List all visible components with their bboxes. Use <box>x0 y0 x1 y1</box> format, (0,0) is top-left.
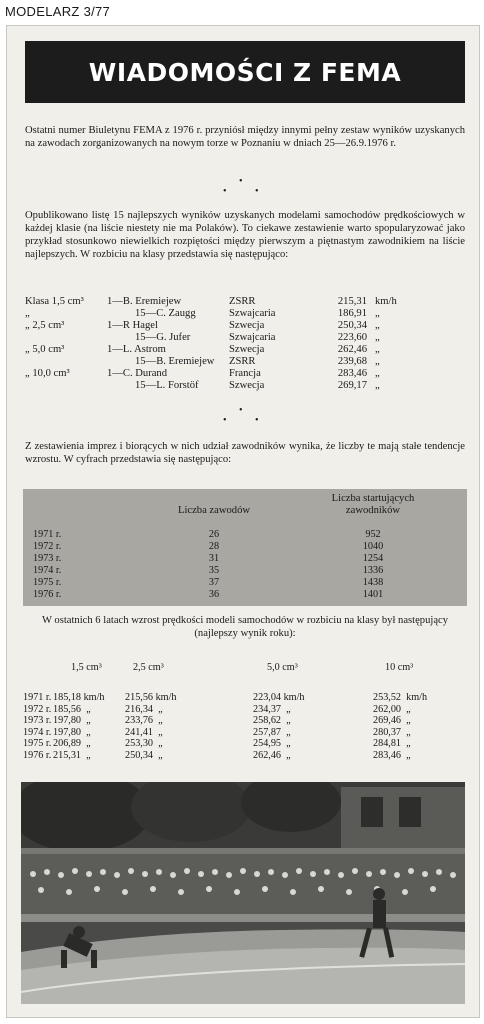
list-paragraph: Opublikowano listę 15 najlepszych wyników uzyskanych modelami samochodów prędkościowych w każdej klasie (na liście niestety nie ma Polaków). To ciekawe zestawienie warto spopularyzować jako przykład stosunkowo niewielkich rozpiętości między pierwszym a piętnastym zawodnikiem na liście najlepszych. W rozbiciu na klasy przedstawia się następująco: <box>25 210 465 260</box>
class-result-row <box>25 380 407 392</box>
speed-unit: „ <box>375 320 380 331</box>
speed-unit: km/h <box>375 296 397 307</box>
speed-header-10: 10 cm³ <box>385 662 414 673</box>
separator-stars-1: • • • <box>223 176 259 197</box>
intro-paragraph: Ostatni numer Biuletynu FEMA z 1976 r. przyniósł między innymi pełny zestaw wyników uzyskanych na zawodach zorganizowanych na nowym torze w Poznaniu w dniach 25—26.9.1976 r. <box>25 125 465 149</box>
speed-cell-c25: 233,76 „ <box>125 715 163 727</box>
page-header <box>5 4 110 19</box>
speed-table <box>23 662 459 762</box>
speed-row <box>23 704 459 716</box>
starters-column-header-line2: zawodników <box>345 505 401 516</box>
events-cell-events: 35 <box>208 565 220 576</box>
article-title: WIADOMOŚCI Z FEMA <box>25 41 465 103</box>
events-cell-events: 26 <box>208 529 220 540</box>
speed-unit: „ <box>375 368 380 379</box>
class-results-table <box>25 296 407 392</box>
speed-cell-c25: 215,56 km/h <box>125 692 177 703</box>
country: Francja <box>229 368 261 379</box>
class-result-row <box>25 320 407 332</box>
class-label: „ 5,0 cm³ <box>25 344 65 355</box>
speed-cell-c10: 262,00 „ <box>373 703 411 715</box>
place-entry: 15—B. Eremiejew <box>135 356 215 367</box>
speed-row <box>23 727 459 739</box>
country: ZSRR <box>229 296 256 307</box>
speed-cell-c50: 254,95 „ <box>253 738 291 750</box>
events-cell-events: 37 <box>208 577 220 588</box>
events-cell-events: 28 <box>208 541 220 552</box>
events-cell-starters: 1040 <box>362 541 384 552</box>
speed-cell-c25: 250,34 „ <box>125 749 163 761</box>
speed-value: 223,60 <box>337 332 367 343</box>
events-cell-events: 36 <box>208 589 220 600</box>
speed-value: 269,17 <box>337 380 367 391</box>
speed-cell-c10: 269,46 „ <box>373 715 411 727</box>
events-cell-events: 31 <box>208 553 220 564</box>
speed-cell-c50: 258,62 „ <box>253 715 291 727</box>
speed-cell-c10: 253,52 km/h <box>373 692 428 703</box>
separator-stars-2: • • • <box>223 405 259 426</box>
class-label <box>25 332 107 344</box>
speed-value: 250,34 <box>337 320 367 331</box>
race-track-photo <box>21 782 465 1004</box>
events-cell-starters: 1336 <box>362 565 384 576</box>
speed-row <box>23 692 459 704</box>
speed-cell-c10: 280,37 „ <box>373 726 411 738</box>
events-cell-starters: 1401 <box>362 589 384 600</box>
class-result-row <box>25 308 407 320</box>
events-cell-year: 1971 r. <box>33 529 62 540</box>
speed-row <box>23 715 459 727</box>
class-label <box>25 380 107 392</box>
speed-row <box>23 750 459 762</box>
speed-cell-c10: 284,81 „ <box>373 738 411 750</box>
speed-cell-c50: 262,46 „ <box>253 749 291 761</box>
place-entry: 1—B. Eremiejew <box>107 296 182 307</box>
speed-value: 262,46 <box>337 344 367 355</box>
speed-cell-year: 1973 r. <box>23 715 52 727</box>
events-cell-year: 1975 r. <box>33 577 62 588</box>
speed-header-5-0: 5,0 cm³ <box>267 662 298 673</box>
speed-header-2-5: 2,5 cm³ <box>133 662 164 673</box>
speed-cell-c50: 223,04 km/h <box>253 692 305 703</box>
article-page <box>6 25 480 1018</box>
speed-paragraph: W ostatnich 6 latach wzrost prędkości modeli samochodów w rozbiciu na klasy był następujący (najlepszy wynik roku): <box>41 615 449 639</box>
events-cell-year: 1973 r. <box>33 553 62 564</box>
speed-cell-c15: 197,80 „ <box>53 715 91 727</box>
events-table <box>33 493 463 601</box>
speed-cell-c50: 234,37 „ <box>253 703 291 715</box>
speed-unit: „ <box>375 380 380 391</box>
speed-cell-year: 1972 r. <box>23 703 52 715</box>
class-label <box>25 356 107 368</box>
events-row <box>33 589 463 601</box>
speed-cell-c25: 216,34 „ <box>125 703 163 715</box>
speed-cell-c10: 283,46 „ <box>373 749 411 761</box>
speed-value: 215,31 <box>337 296 367 307</box>
speed-cell-c15: 206,89 „ <box>53 738 91 750</box>
speed-cell-c25: 241,41 „ <box>125 726 163 738</box>
events-cell-starters: 1254 <box>362 553 384 564</box>
country: ZSRR <box>229 356 256 367</box>
magazine-name: MODELARZ <box>5 4 80 19</box>
speed-value: 283,46 <box>337 368 367 379</box>
place-entry: 1—R Hagel <box>107 320 158 331</box>
issue-number: 3/77 <box>83 4 111 19</box>
place-entry: 1—L. Astrom <box>107 344 166 355</box>
events-row <box>33 529 463 541</box>
photo-image <box>21 782 465 1004</box>
class-result-row <box>25 332 407 344</box>
place-entry: 15—G. Jufer <box>135 332 191 343</box>
speed-cell-c25: 253,30 „ <box>125 738 163 750</box>
class-result-row <box>25 356 407 368</box>
country: Szwajcaria <box>229 332 276 343</box>
speed-cell-c50: 257,87 „ <box>253 726 291 738</box>
speed-row <box>23 738 459 750</box>
place-entry: 15—C. Zaugg <box>135 308 196 319</box>
speed-cell-year: 1976 r. <box>23 749 52 761</box>
class-result-row <box>25 368 407 380</box>
speed-cell-c15: 185,18 km/h <box>53 692 105 703</box>
speed-value: 239,68 <box>337 356 367 367</box>
class-label: „ 10,0 cm³ <box>25 368 70 379</box>
events-row <box>33 541 463 553</box>
starters-column-header-line1: Liczba startujących <box>331 493 415 504</box>
events-cell-year: 1976 r. <box>33 589 62 600</box>
speed-value: 186,91 <box>337 308 367 319</box>
events-row <box>33 577 463 589</box>
speed-unit: „ <box>375 308 380 319</box>
events-row <box>33 553 463 565</box>
speed-cell-c15: 197,80 „ <box>53 726 91 738</box>
speed-cell-c15: 215,31 „ <box>53 749 91 761</box>
events-cell-year: 1972 r. <box>33 541 62 552</box>
country: Szwecja <box>229 380 265 391</box>
events-row <box>33 565 463 577</box>
class-label: „ <box>25 308 30 319</box>
events-table-panel <box>23 489 467 606</box>
stats-paragraph: Z zestawienia imprez i biorących w nich udział zawodników wynika, że liczby te mają stałe tendencje wzrostu. W cyfrach przedstawia się następująco: <box>25 441 465 465</box>
events-cell-year: 1974 r. <box>33 565 62 576</box>
speed-unit: „ <box>375 356 380 367</box>
class-label: „ 2,5 cm³ <box>25 320 65 331</box>
speed-unit: „ <box>375 332 380 343</box>
class-label: Klasa 1,5 cm³ <box>25 296 84 307</box>
country: Szwecja <box>229 344 265 355</box>
speed-header-1-5: 1,5 cm³ <box>71 662 102 673</box>
speed-cell-year: 1975 r. <box>23 738 52 750</box>
country: Szwecja <box>229 320 265 331</box>
country: Szwajcaria <box>229 308 276 319</box>
speed-cell-year: 1974 r. <box>23 726 52 738</box>
events-column-header: Liczba zawodów <box>177 505 251 516</box>
class-result-row <box>25 296 407 308</box>
events-cell-starters: 1438 <box>362 577 384 588</box>
place-entry: 15—L. Forstöf <box>135 380 199 391</box>
speed-cell-year: 1971 r. <box>23 692 52 703</box>
place-entry: 1—C. Durand <box>107 368 168 379</box>
events-cell-starters: 952 <box>365 529 381 540</box>
speed-cell-c15: 185,56 „ <box>53 703 91 715</box>
class-result-row <box>25 344 407 356</box>
speed-unit: „ <box>375 344 380 355</box>
